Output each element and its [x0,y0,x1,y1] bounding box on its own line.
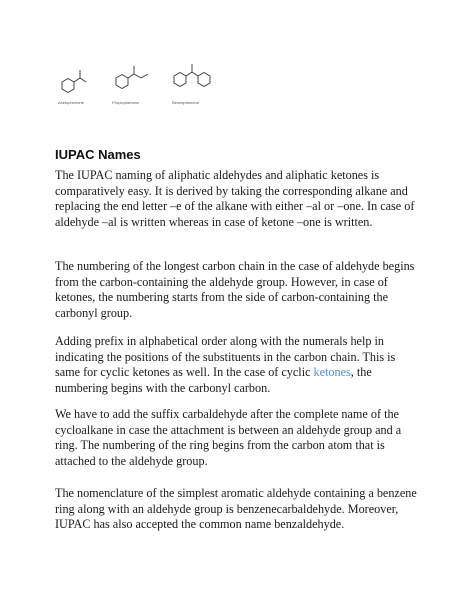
structure-label-benzophenone: Benzophenone [172,100,199,105]
benzophenone-structure [174,64,210,87]
structures-drawing [54,48,254,108]
paragraph-4: We have to add the suffix carbaldehyde after the complete name of the cycloalkane in case the attachment is between an aldehyde group and a ring. The numbering of the ring begins from the carbon atom that is attached to the aldehyde group. [55,407,402,468]
propiophenone-structure [116,66,148,89]
paragraph-2: The numbering of the longest carbon chain in the case of aldehyde begins from the carbon-containing the aldehyde group. However, in case of ketones, the numbering starts from the side of carbon-containing the carbonyl group. [55,259,415,320]
ketones-link[interactable]: ketones [313,365,351,380]
paragraph-5: The nomenclature of the simplest aromatic aldehyde containing a benzene ring along with an aldehyde group is benzenecarbaldehyde. Moreover, IUPAC has also accepted the common name benzaldehyde. [55,486,417,532]
paragraph-3-text-end: , the numbering begins with the carbonyl carbon. [55,365,372,395]
section-heading: IUPAC Names [55,147,141,162]
chemical-structures-figure [54,48,254,108]
structure-label-acetophenone: Acetophenone [58,100,84,105]
paragraph-1: The IUPAC naming of aliphatic aldehydes and aliphatic ketones is comparatively easy. It is derived by taking the corresponding alkane and replacing the end letter –e of the alkane with either –al or –one. In case of aldehyde –al is written whereas in case of ketone –one is written. [55,168,415,229]
paragraph-3 [55,334,423,396]
paragraph-3-text-start: Adding prefix in alphabetical order along with the numerals help in indicating the positions of the substituents in the carbon chain. This is same for cyclic ketones as well. In the case of cyclic [55,334,396,380]
acetophenone-structure [62,70,86,93]
structure-label-propiophenone: Propiophenone [112,100,140,105]
